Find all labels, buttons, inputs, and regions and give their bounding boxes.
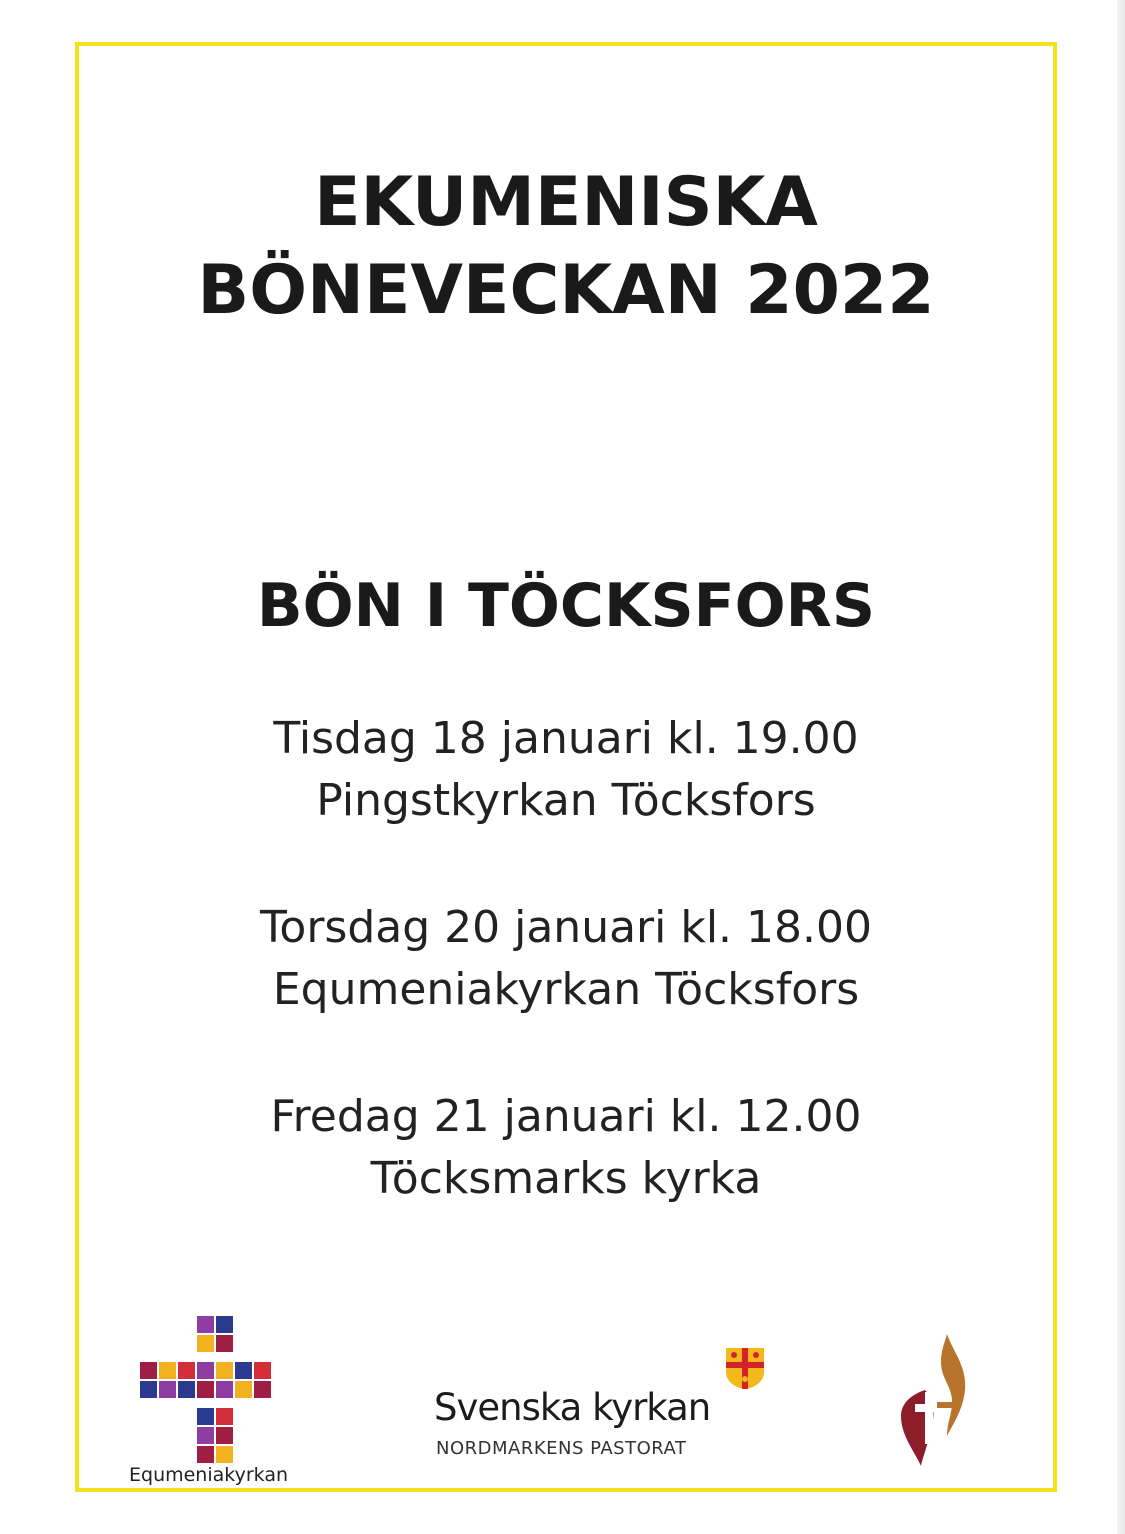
event-2-when: Torsdag 20 januari kl. 18.00 (260, 902, 872, 953)
event-3 (79, 1086, 1053, 1210)
event-1 (79, 708, 1053, 832)
page-edge-shadow (1117, 0, 1125, 1534)
event-2 (79, 897, 1053, 1021)
poster-title-line-1: EKUMENISKA (314, 163, 818, 242)
svenska-kyrkan-logo (434, 1386, 794, 1466)
event-3-where: Töcksmarks kyrka (370, 1153, 762, 1204)
equmeniakyrkan-cross-logo (131, 1316, 291, 1476)
poster-subtitle: BÖN I TÖCKSFORS (256, 571, 876, 641)
equmeniakyrkan-logo-text: Equmeniakyrkan (129, 1464, 289, 1486)
flame-church-logo (895, 1332, 975, 1468)
poster-title-line-2: BÖNEVECKAN 2022 (197, 251, 935, 330)
svenska-kyrkan-crest-icon (724, 1346, 766, 1390)
svenska-kyrkan-pastorat-text: NORDMARKENS PASTORAT (436, 1438, 687, 1459)
svenska-kyrkan-logo-text: Svenska kyrkan (434, 1386, 711, 1429)
event-1-when: Tisdag 18 januari kl. 19.00 (273, 713, 859, 764)
poster-frame (75, 42, 1057, 1492)
event-3-when: Fredag 21 januari kl. 12.00 (270, 1091, 862, 1142)
event-2-where: Equmeniakyrkan Töcksfors (272, 964, 860, 1015)
event-1-where: Pingstkyrkan Töcksfors (316, 775, 816, 826)
